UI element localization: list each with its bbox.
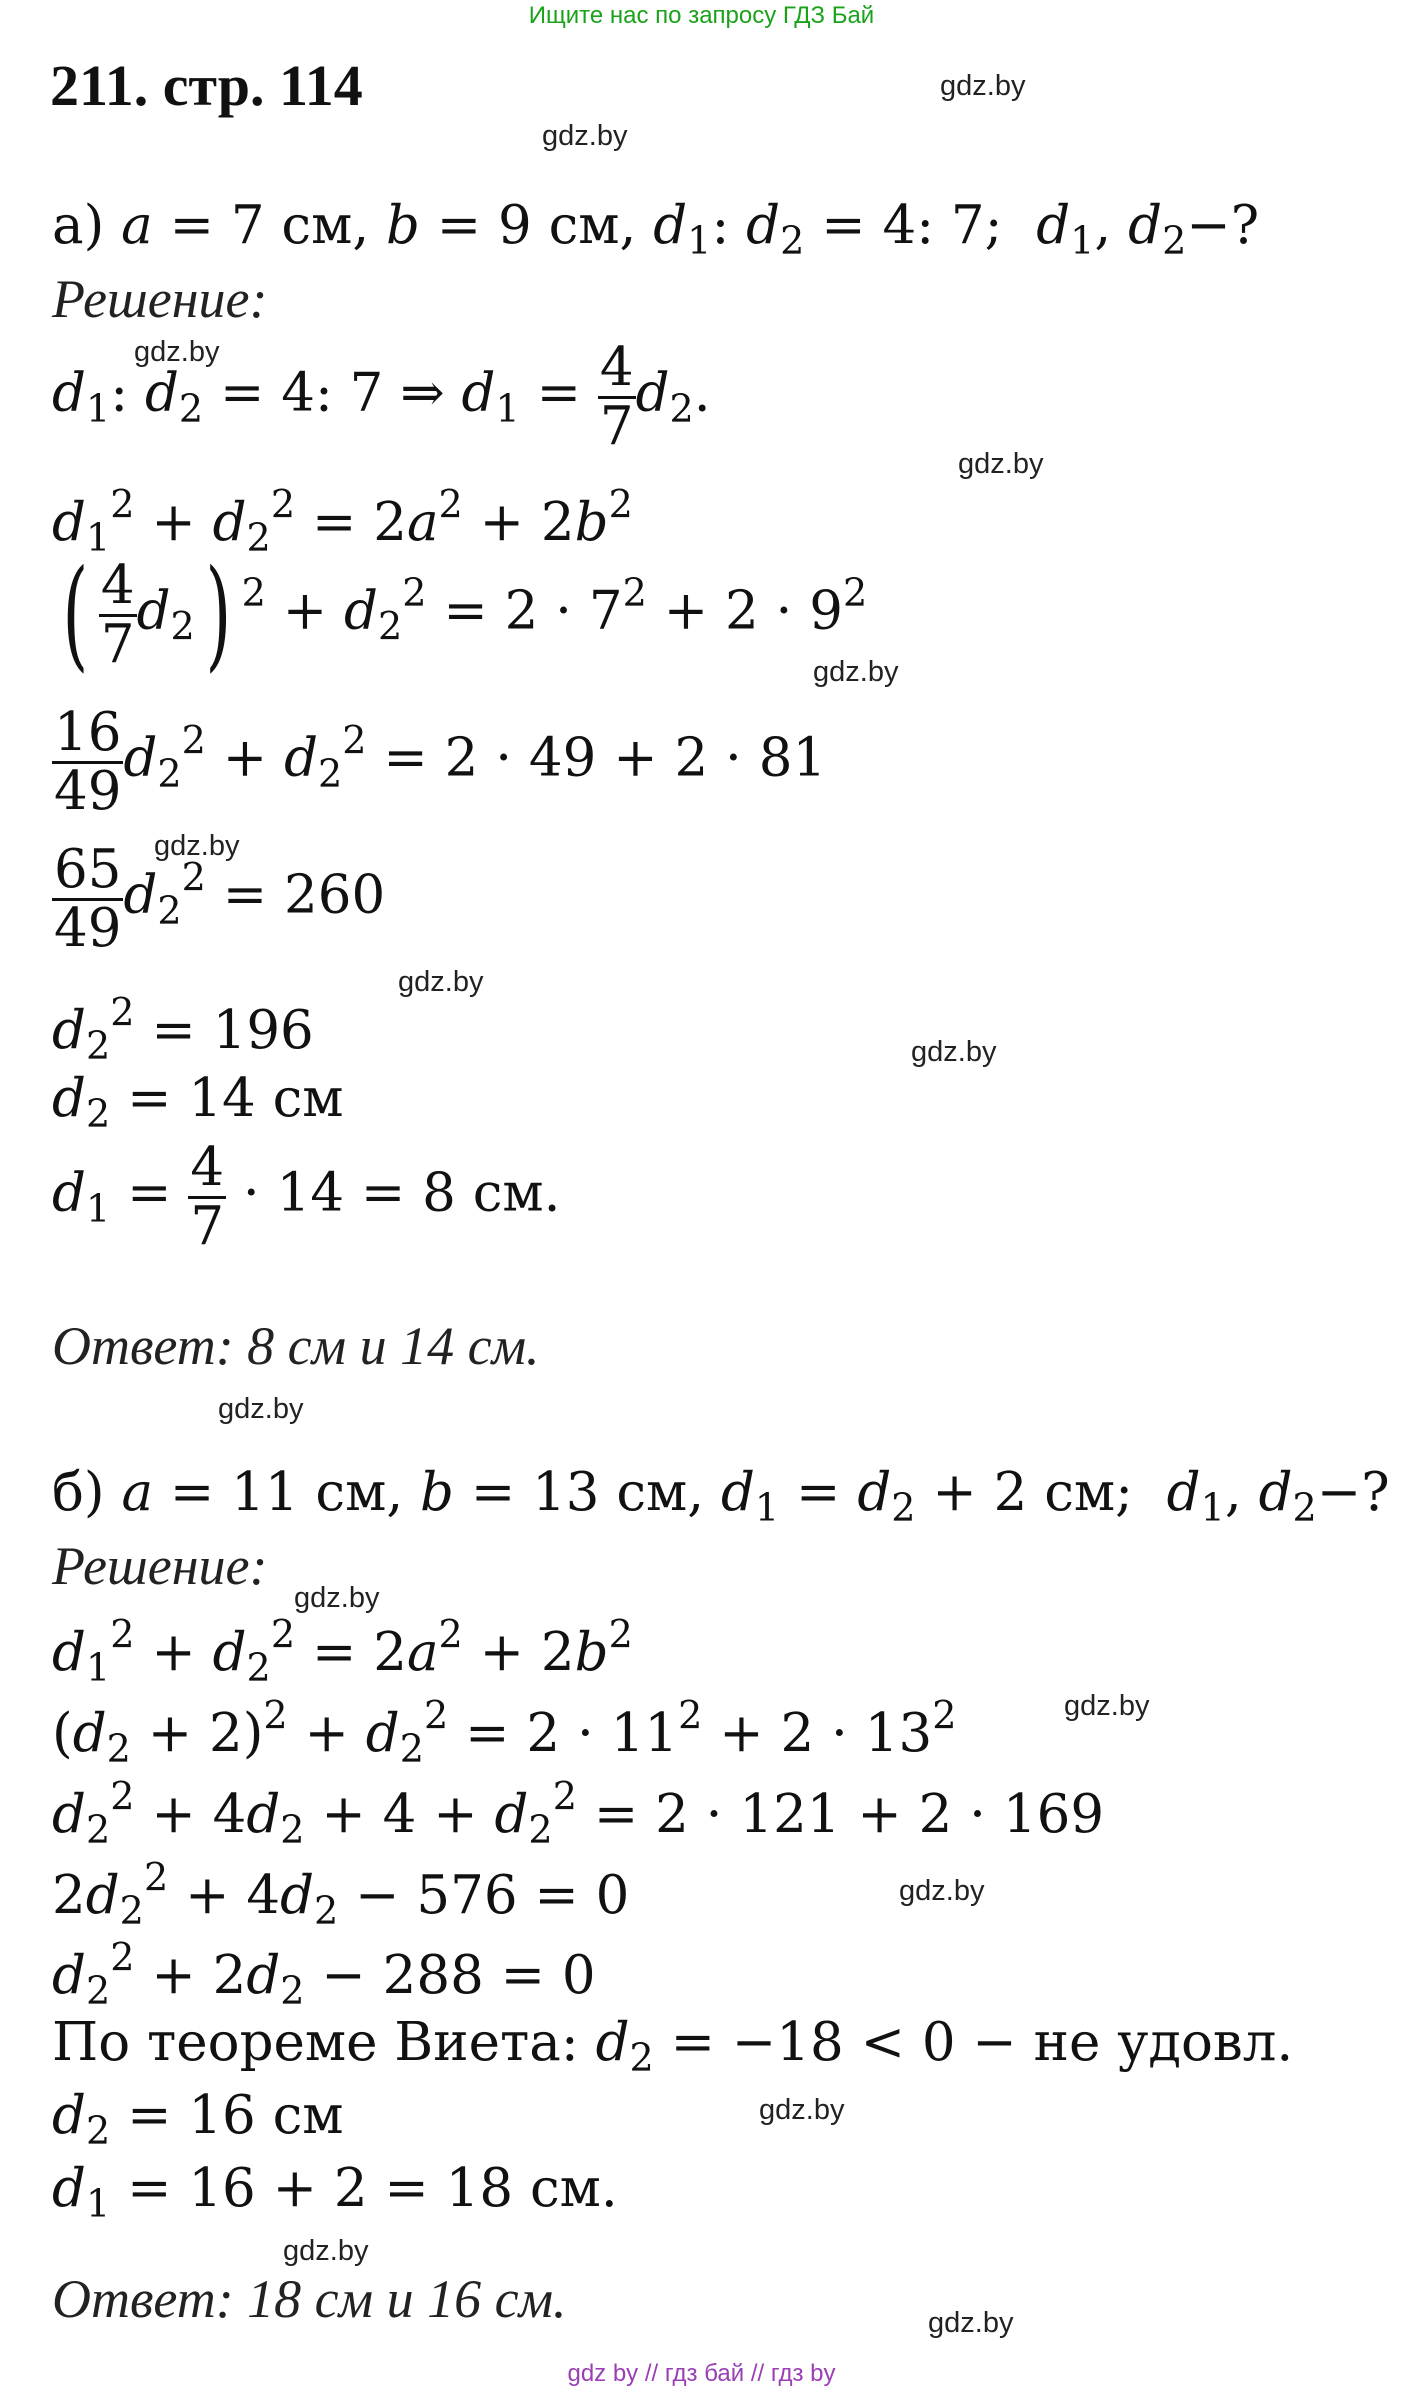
part-a-line-1: $d_1$: $d_2 = 4$: 7 ⇒ $d_1$ = $\frac{4}{7}$ $d_2$. [52,337,711,457]
part-b-line-4: $2d_2^2 + 4d_2 - 576 = 0$ [52,1855,630,1933]
part-b-solution-label: Решение: [52,1536,268,1596]
part-b-line-1: $d_1^2 + d_2^2 = 2a^2 + 2b^2$ [52,1612,633,1690]
watermark: gdz.by [813,656,899,688]
watermark: gdz.by [940,70,1026,102]
part-a-given: а) a = 7 см, b = 9 см, $d_1$: $d_2 = 4$: 7; $d_1$, $d_2-$? [52,195,1260,263]
part-b-answer: Ответ: 18 см и 16 см. [52,2269,567,2329]
part-b-line-6: По теореме Виета: $d_2 = -18 < 0$ − не удовл. [52,2012,1294,2080]
part-a-line-6: $d_2^2 = 196$ [52,990,314,1068]
watermark: gdz.by [1064,1690,1150,1722]
watermark: gdz.by [134,336,220,368]
part-b-line-3: $d_2^2 + 4d_2 + 4 + d_2^2 = 2 \cdot 121 + 2 \cdot 169$ [52,1774,1105,1852]
part-a-answer: Ответ: 8 см и 14 см. [52,1316,540,1376]
watermark: gdz.by [218,1393,304,1425]
part-a-solution-label: Решение: [52,269,268,329]
watermark: gdz.by [283,2235,369,2267]
part-a-line-8: $d_1$ = $\frac{4}{7}$ · 14 = 8 см. [52,1137,561,1257]
part-b-line-5: $d_2^2 + 2d_2 - 288 = 0$ [52,1935,596,2013]
part-b-line-2: $(d_2 + 2)^2 + d_2^2 = 2 \cdot 11^2 + 2 \cdot 13^2$ [52,1693,957,1771]
part-a-line-2: $d_1^2 + d_2^2 = 2a^2 + 2b^2$ [52,482,633,560]
watermark: gdz.by [398,966,484,998]
part-b-line-7: $d_2 = 16$ см [52,2085,344,2153]
page-title: 211. стр. 114 [50,53,363,118]
part-a-line-3: ( $\frac{4}{7}$ $d_2$) $^2 + d_2^2 = 2 \cdot 7^2 + 2 \cdot 9^2$ [62,545,868,684]
part-b-line-8: $d_1 = 16 + 2 = 18$ см. [52,2158,618,2226]
part-a-line-7: $d_2 = 14$ см [52,1068,344,1136]
part-a-line-5: $\frac{65}{49}$ $d_2^2 = 260$ [54,839,386,959]
watermark: gdz.by [294,1582,380,1614]
part-a-line-4: $\frac{16}{49}$ $d_2^2 + d_2^2 = 2 \cdot 49 + 2 \cdot 81$ [54,702,827,822]
watermark: gdz.by [542,120,628,152]
bottom-banner[interactable]: gdz by // гдз бай // гдз by [567,2360,836,2387]
watermark: gdz.by [928,2307,1014,2339]
watermark: gdz.by [154,830,240,862]
watermark: gdz.by [911,1036,997,1068]
watermark: gdz.by [899,1875,985,1907]
part-b-given: б) a = 11 см, b = 13 см, $d_1 = d_2 + 2$ см; $d_1$, $d_2-$? [52,1462,1390,1530]
watermark: gdz.by [958,448,1044,480]
watermark: gdz.by [759,2094,845,2126]
top-banner[interactable]: Ищите нас по запросу ГДЗ Бай [528,2,875,29]
